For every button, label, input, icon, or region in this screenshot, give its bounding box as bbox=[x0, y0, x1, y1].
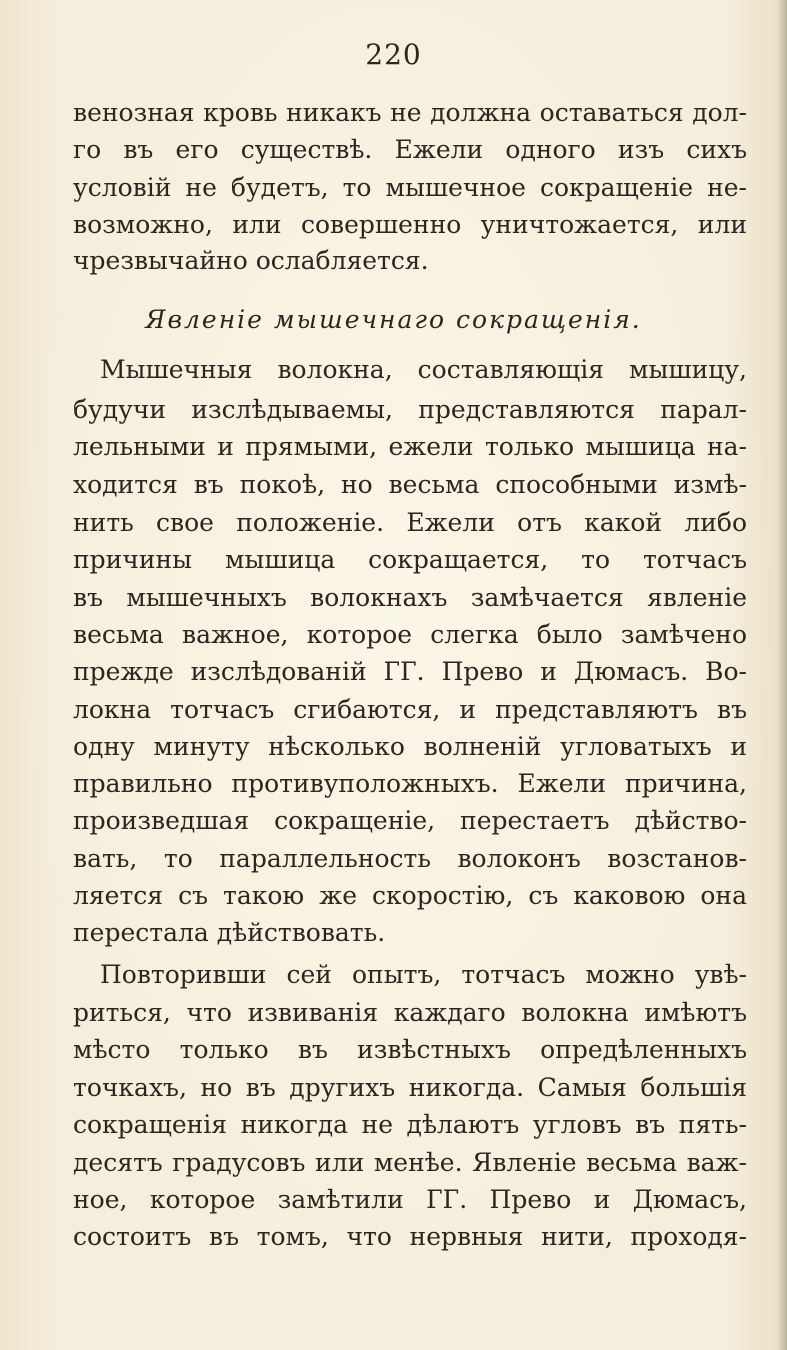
text-line: точкахъ, но въ другихъ никогда. Самыя большія bbox=[73, 1073, 747, 1102]
text-line: весьма важное, которое слегка было замѣчено bbox=[73, 620, 747, 649]
text-line: десятъ градусовъ или менѣе. Явленіе весьма важ- bbox=[73, 1148, 747, 1177]
text-line: возможно, или совершенно уничтожается, или bbox=[73, 210, 747, 239]
text-line: одну минуту нѣсколько волненій угловатыхъ и bbox=[73, 732, 747, 761]
text-line: причины мышица сокращается, то тотчасъ bbox=[73, 545, 747, 574]
text-line: Повторивши сей опытъ, тотчасъ можно увѣ- bbox=[100, 960, 747, 989]
text-line: Мышечныя волокна, составляющія мышицу, bbox=[100, 355, 747, 384]
text-line: произведшая сокращеніе, перестаетъ дѣйство- bbox=[73, 806, 747, 835]
text-line: нить свое положеніе. Ежели отъ какой либо bbox=[73, 508, 747, 537]
text-line: чрезвычайно ослабляется. bbox=[73, 246, 429, 275]
text-line: риться, что извиванія каждаго волокна имѣютъ bbox=[73, 998, 747, 1027]
text-line: перестала дѣйствовать. bbox=[73, 918, 386, 947]
text-line: венозная кровь никакъ не должна оставаться дол- bbox=[73, 98, 747, 127]
text-line: въ мышечныхъ волокнахъ замѣчается явленіе bbox=[73, 583, 747, 612]
text-line: лельными и прямыми, ежели только мышица на- bbox=[73, 432, 747, 461]
text-line: ходится въ покоѣ, но весьма способными измѣ- bbox=[73, 470, 747, 499]
text-line: мѣсто только въ извѣстныхъ опредѣленныхъ bbox=[73, 1035, 747, 1064]
text-line: условій не будетъ, то мышечное сокращеніе не- bbox=[73, 173, 747, 202]
text-line: прежде изслѣдованій ГГ. Прево и Дюмасъ. Во- bbox=[73, 657, 747, 686]
page-edge bbox=[777, 0, 787, 1350]
text-line: состоитъ въ томъ, что нервныя нити, проходя- bbox=[73, 1222, 747, 1251]
text-line: вать, то параллельность волоконъ возстанов- bbox=[73, 844, 747, 873]
text-line: будучи изслѣдываемы, представляются парал- bbox=[73, 395, 747, 424]
text-line: ляется съ такою же скоростію, съ каковою она bbox=[73, 881, 747, 910]
text-line: сокращенія никогда не дѣлаютъ угловъ въ пять- bbox=[73, 1110, 747, 1139]
text-line: го въ его существѣ. Ежели одного изъ сихъ bbox=[73, 135, 747, 164]
page-number: 220 bbox=[365, 38, 422, 71]
section-heading: Явленіе мышечнаго сокращенія. bbox=[145, 305, 642, 334]
text-line: правильно противуположныхъ. Ежели причина, bbox=[73, 769, 747, 798]
text-line: ное, которое замѣтили ГГ. Прево и Дюмасъ, bbox=[73, 1185, 747, 1214]
text-line: локна тотчасъ сгибаются, и представляютъ въ bbox=[73, 695, 747, 724]
